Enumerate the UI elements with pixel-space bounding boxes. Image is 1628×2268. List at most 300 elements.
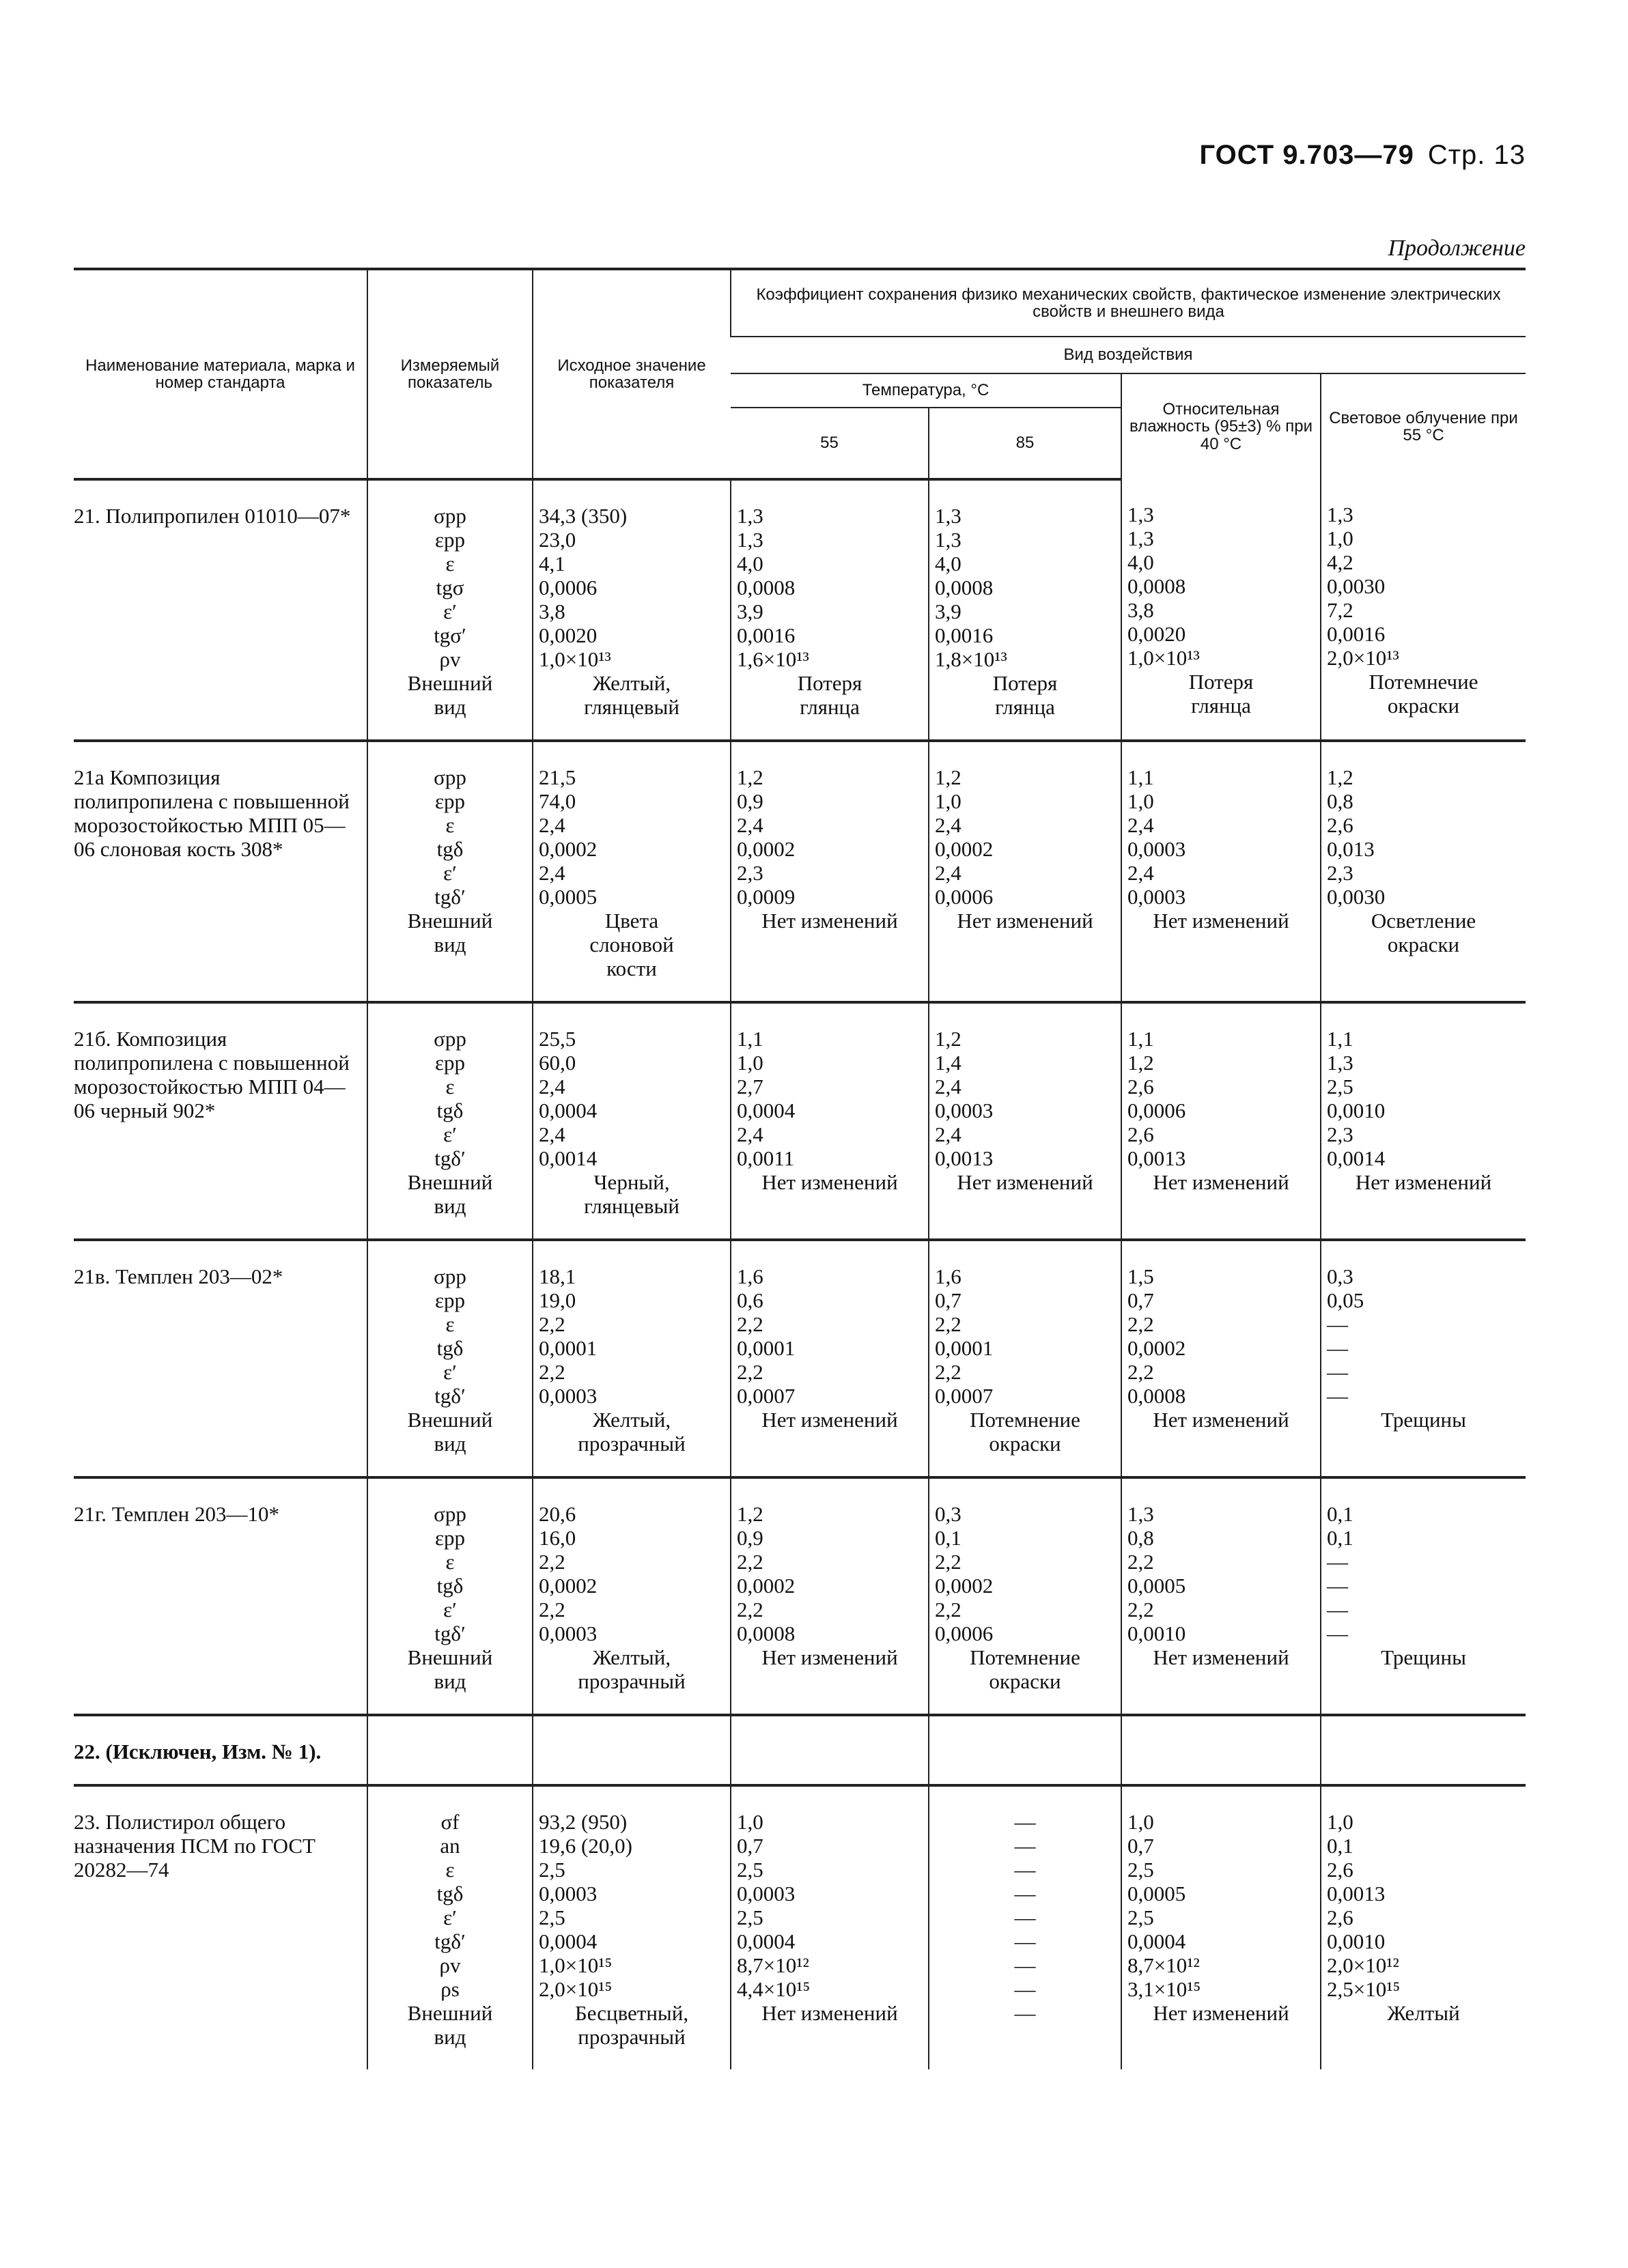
cell-value: Нет изменений (761, 1408, 898, 1432)
cell-value: 1,1 (1127, 1027, 1154, 1051)
cell-value: Нет изменений (1153, 909, 1289, 933)
cell-value: глянца (1191, 694, 1251, 718)
cell-value: 2,2 (737, 1312, 763, 1336)
cell-t85 (929, 1240, 1121, 1477)
cell-value: 1,2 (935, 765, 962, 789)
cell-value: 0,0003 (737, 1882, 796, 1905)
cell-value: 0,7 (1127, 1834, 1154, 1858)
cell-value: 2,4 (539, 813, 565, 837)
cell-value: 2,0×10¹⁵ (539, 1977, 613, 2001)
cell-value: кости (606, 956, 657, 980)
cell-initial (533, 479, 731, 741)
cell-value: 1,0 (1327, 1810, 1353, 1834)
cell-value: 1,0×10¹³ (539, 647, 611, 671)
cell-value: Потемнение (970, 1645, 1080, 1669)
cell-value: 0,0013 (1127, 1146, 1186, 1170)
cell-value: 3,8 (1127, 598, 1154, 622)
cell-value: 0,0011 (737, 1146, 795, 1170)
cell-value: 2,2 (1127, 1360, 1154, 1384)
material-name: 21а Композиция полипропилена с повышенной морозостойкостью МПП 05—06 слоновая кость 308* (74, 765, 350, 861)
cell-value: Нет изменений (1153, 2001, 1289, 2025)
cell-value: 2,7 (737, 1075, 763, 1098)
cell-value: 2,6 (1127, 1122, 1154, 1146)
cell-value: 1,8×10¹³ (935, 647, 1007, 671)
indicator-symbol: ε′ (443, 599, 457, 623)
cell-value: 0,8 (1327, 789, 1353, 813)
cell-value: — (1014, 1834, 1036, 1858)
indicator-symbol: tgδ′ (434, 1384, 466, 1408)
cell-value: 1,0 (935, 789, 962, 813)
cell-value: 0,3 (1327, 1264, 1353, 1288)
cell-value: 0,6 (737, 1288, 763, 1312)
cell-value: — (1327, 1360, 1348, 1384)
table-row (74, 1002, 1526, 1240)
cell-value: 4,2 (1327, 550, 1353, 574)
properties-table (74, 268, 1526, 2069)
cell-value: 0,0020 (539, 623, 598, 647)
cell-value: Нет изменений (957, 1170, 1093, 1194)
cell-value: 2,2 (737, 1598, 763, 1621)
cell-value: Осветление (1371, 909, 1476, 933)
cell-value: 2,4 (1127, 813, 1154, 837)
cell-value: 21,5 (539, 765, 576, 789)
cell-value: 0,0030 (1327, 885, 1386, 909)
cell-value: окраски (1387, 933, 1460, 956)
cell-value: 2,5 (737, 1905, 763, 1929)
material-name: 21в. Темплен 203—02* (74, 1264, 283, 1288)
indicator-symbol: εрр (434, 1526, 466, 1550)
indicator-symbol: Внешний (407, 1645, 493, 1669)
cell-humidity (1121, 1715, 1321, 1785)
cell-value: прозрачный (578, 1669, 686, 1693)
indicator-symbol: ε (445, 1550, 455, 1574)
cell-value: Нет изменений (1153, 1408, 1289, 1432)
cell-value: Нет изменений (1153, 1170, 1289, 1194)
indicator-symbol: εрр (434, 1051, 466, 1075)
table-row (74, 1477, 1526, 1715)
indicator-symbol: ε′ (443, 1905, 457, 1929)
cell-value: 2,6 (1327, 1905, 1353, 1929)
cell-indicators (367, 1477, 533, 1715)
cell-t85 (929, 1002, 1121, 1240)
cell-value: 0,0002 (1127, 1336, 1186, 1360)
cell-value: 0,0002 (737, 837, 796, 861)
cell-value: глянцевый (584, 695, 679, 719)
header-t55: 55 (731, 408, 929, 479)
cell-value: 0,0006 (539, 576, 598, 599)
cell-value: 2,0×10¹² (1327, 1953, 1399, 1977)
cell-value: 19,0 (539, 1288, 576, 1312)
cell-value: Трещины (1381, 1645, 1466, 1669)
cell-value: 0,0002 (539, 837, 598, 861)
cell-value: 0,9 (737, 1526, 763, 1550)
cell-value: 0,0004 (539, 1098, 598, 1122)
indicator-symbol: вид (434, 1432, 466, 1456)
cell-value: 0,0016 (935, 623, 994, 647)
cell-value: 0,0008 (1127, 574, 1186, 598)
cell-value: 0,3 (935, 1502, 962, 1526)
cell-value: 20,6 (539, 1502, 576, 1526)
cell-value: 1,1 (1127, 765, 1154, 789)
cell-value: 60,0 (539, 1051, 576, 1075)
indicator-symbol: σрр (434, 1502, 466, 1526)
cell-value: — (1014, 1953, 1036, 1977)
cell-value: 0,0020 (1127, 622, 1186, 646)
cell-initial (533, 1240, 731, 1477)
cell-value: 0,0004 (1127, 1929, 1186, 1953)
cell-t85 (929, 1477, 1121, 1715)
cell-value: 2,4 (935, 1122, 962, 1146)
cell-value: 0,7 (1127, 1288, 1154, 1312)
indicator-symbol: Внешний (407, 1170, 493, 1194)
cell-value: Желтый, (592, 1645, 671, 1669)
cell-indicators (367, 479, 533, 741)
cell-value: 2,5 (1127, 1905, 1154, 1929)
cell-value: 2,2 (539, 1550, 565, 1574)
cell-indicators (367, 1785, 533, 2069)
cell-value: 0,0006 (935, 1621, 994, 1645)
cell-t55 (731, 1785, 929, 2069)
cell-value: 8,7×10¹² (737, 1953, 809, 1977)
cell-value: 23,0 (539, 528, 576, 552)
cell-value: 2,2 (1127, 1598, 1154, 1621)
cell-indicators (367, 741, 533, 1002)
cell-value: 0,9 (737, 789, 763, 813)
cell-value: 0,0003 (1127, 837, 1186, 861)
cell-value: Бесцветный, (574, 2001, 689, 2025)
indicator-symbol: tgδ′ (434, 1929, 466, 1953)
cell-value: 2,3 (737, 861, 763, 885)
indicator-symbol: tgδ′ (434, 885, 466, 909)
cell-value: 0,0010 (1327, 1929, 1386, 1953)
cell-value: 1,0 (1127, 1810, 1154, 1834)
cell-t55 (731, 1002, 929, 1240)
cell-value: 0,05 (1327, 1288, 1364, 1312)
cell-value: 0,0004 (737, 1098, 796, 1122)
indicator-symbol: ε′ (443, 1122, 457, 1146)
indicator-symbol: вид (434, 1194, 466, 1218)
indicator-symbol: ρs (440, 1977, 460, 2001)
indicator-symbol: σрр (434, 504, 466, 528)
cell-value: 2,4 (539, 1075, 565, 1098)
cell-value: 0,0009 (737, 885, 796, 909)
cell-value: 0,0002 (935, 837, 994, 861)
indicator-symbol: σрр (434, 1027, 466, 1051)
cell-value: — (1014, 1977, 1036, 2001)
indicator-symbol: σf (440, 1810, 460, 1834)
cell-value: окраски (989, 1669, 1061, 1693)
cell-value: 1,4 (935, 1051, 962, 1075)
indicator-symbol: tgδ′ (434, 1146, 466, 1170)
cell-value: 1,0×10¹³ (1127, 646, 1200, 670)
cell-value: 1,6 (935, 1264, 962, 1288)
cell-value: 1,0 (737, 1810, 763, 1834)
cell-value: глянца (800, 695, 860, 719)
cell-value: 1,3 (1327, 502, 1353, 526)
cell-value: 0,0002 (935, 1574, 994, 1598)
cell-light (1321, 1240, 1526, 1477)
cell-value: 2,4 (737, 813, 763, 837)
cell-value: 0,0016 (737, 623, 796, 647)
cell-value: 0,0001 (539, 1336, 598, 1360)
cell-value: 2,2 (539, 1360, 565, 1384)
cell-light (1321, 741, 1526, 1002)
header-material: Наименование материала, марка и номер стандарта (74, 269, 367, 479)
indicator-symbol: σрр (434, 1264, 466, 1288)
cell-t85 (929, 741, 1121, 1002)
cell-value: 1,0 (737, 1051, 763, 1075)
cell-value: 8,7×10¹² (1127, 1953, 1200, 1977)
cell-value: 0,0002 (737, 1574, 796, 1598)
header-temperature: Температура, °С (731, 373, 1121, 408)
cell-value: 2,5 (737, 1858, 763, 1882)
indicator-symbol: ε′ (443, 1360, 457, 1384)
cell-value: — (1327, 1550, 1348, 1574)
cell-value: 2,2 (1127, 1312, 1154, 1336)
cell-humidity (1121, 1002, 1321, 1240)
cell-humidity (1121, 1785, 1321, 2069)
indicator-symbol: ε (445, 1858, 455, 1882)
cell-t55 (731, 479, 929, 741)
cell-humidity (1121, 741, 1321, 1002)
cell-value: 1,3 (737, 504, 763, 528)
cell-value: 4,0 (935, 552, 962, 576)
cell-value: 1,3 (1327, 1051, 1353, 1075)
cell-value: 2,2 (737, 1550, 763, 1574)
indicator-symbol: ρv (439, 1953, 461, 1977)
cell-value: Потеря (1188, 670, 1254, 694)
cell-value: 1,2 (935, 1027, 962, 1051)
cell-value: 0,8 (1127, 1526, 1154, 1550)
cell-value: 0,0003 (539, 1384, 598, 1408)
cell-value: 0,0003 (539, 1621, 598, 1645)
cell-value: 0,0014 (1327, 1146, 1386, 1170)
cell-value: 0,0006 (1127, 1098, 1186, 1122)
cell-value: 19,6 (20,0) (539, 1834, 632, 1858)
cell-indicators (367, 1240, 533, 1477)
cell-value: 2,5 (539, 1858, 565, 1882)
cell-value: — (1327, 1384, 1348, 1408)
cell-value: 2,2 (935, 1550, 962, 1574)
cell-value: глянцевый (584, 1194, 679, 1218)
table-row (74, 741, 1526, 1002)
cell-value: 0,0007 (935, 1384, 994, 1408)
cell-value: 0,0001 (935, 1336, 994, 1360)
cell-t85 (929, 1785, 1121, 2069)
cell-t55 (731, 741, 929, 1002)
cell-value: 2,2 (935, 1360, 962, 1384)
cell-value: — (1327, 1598, 1348, 1621)
cell-value: 0,1 (935, 1526, 962, 1550)
indicator-symbol: вид (434, 2025, 466, 2049)
cell-value: 0,0008 (737, 576, 796, 599)
table-row (74, 1240, 1526, 1477)
cell-value: 0,0005 (1127, 1882, 1186, 1905)
cell-value: 1,3 (737, 528, 763, 552)
cell-value: Черный, (593, 1170, 670, 1194)
header-humidity: Относительная влажность (95±3) % при 40 °С (1121, 373, 1321, 479)
cell-value: 0,0001 (737, 1336, 796, 1360)
cell-value: Нет изменений (761, 1645, 898, 1669)
cell-value: 3,9 (737, 599, 763, 623)
cell-value: 1,3 (935, 528, 962, 552)
indicator-symbol: tgσ (436, 576, 464, 599)
cell-value: 1,3 (1127, 502, 1154, 526)
cell-value: — (1014, 1882, 1036, 1905)
cell-value: 25,5 (539, 1027, 576, 1051)
cell-value: 0,0030 (1327, 574, 1386, 598)
cell-value: 0,1 (1327, 1526, 1353, 1550)
indicator-symbol: ρv (439, 647, 461, 671)
cell-value: 1,6×10¹³ (737, 647, 809, 671)
cell-value: Нет изменений (1355, 1170, 1492, 1194)
cell-value: 2,2 (539, 1312, 565, 1336)
cell-value: 0,0013 (935, 1146, 994, 1170)
cell-value: 1,0 (1127, 789, 1154, 813)
indicator-symbol: tgδ (436, 1098, 464, 1122)
cell-value: 1,6 (737, 1264, 763, 1288)
header-t85: 85 (929, 408, 1121, 479)
indicator-symbol: ε (445, 552, 455, 576)
cell-value: глянца (995, 695, 1055, 719)
cell-value: 74,0 (539, 789, 576, 813)
cell-value: окраски (989, 1432, 1061, 1456)
cell-value: 0,1 (1327, 1502, 1353, 1526)
indicator-symbol: ε (445, 1075, 455, 1098)
cell-value: 0,0010 (1327, 1098, 1386, 1122)
cell-value: 2,4 (935, 813, 962, 837)
cell-value: 4,0 (1127, 550, 1154, 574)
cell-value: 0,0005 (539, 885, 598, 909)
page-header (1200, 140, 1526, 171)
indicator-symbol: ε′ (443, 861, 457, 885)
cell-value: Цвета (604, 909, 659, 933)
header-indicator: Измеряемый показатель (367, 269, 533, 479)
cell-value: 0,0008 (737, 1621, 796, 1645)
indicator-symbol: Внешний (407, 1408, 493, 1432)
cell-value: Нет изменений (761, 909, 898, 933)
indicator-symbol: εрр (434, 1288, 466, 1312)
cell-value: 34,3 (350) (539, 504, 628, 528)
table-row (74, 479, 1526, 741)
cell-initial (533, 1785, 731, 2069)
cell-value: — (1014, 1810, 1036, 1834)
cell-value: 7,2 (1327, 598, 1353, 622)
cell-value: — (1014, 1929, 1036, 1953)
cell-value: 2,4 (1127, 861, 1154, 885)
cell-value: — (1327, 1312, 1348, 1336)
cell-initial (533, 741, 731, 1002)
indicator-symbol: Внешний (407, 671, 493, 695)
cell-value: 18,1 (539, 1264, 576, 1288)
cell-value: 2,5×10¹⁵ (1327, 1977, 1401, 2001)
header-impact: Вид воздействия (731, 337, 1526, 373)
indicator-symbol: tgσ′ (434, 623, 466, 647)
cell-value: 1,2 (737, 765, 763, 789)
cell-value: 1,0 (1327, 526, 1353, 550)
cell-light (1321, 1002, 1526, 1240)
header-initial: Исходное значение показателя (533, 269, 731, 479)
indicator-symbol: εрр (434, 789, 466, 813)
cell-value: 0,013 (1327, 837, 1375, 861)
cell-value: 2,3 (1327, 861, 1353, 885)
cell-value: 2,4 (539, 861, 565, 885)
cell-value: Потеря (992, 671, 1058, 695)
indicator-symbol: вид (434, 1669, 466, 1693)
indicator-symbol: ε (445, 813, 455, 837)
cell-initial (533, 1002, 731, 1240)
indicator-symbol: tgδ (436, 1574, 464, 1598)
cell-value: 0,0004 (539, 1929, 598, 1953)
cell-value: 2,5 (1327, 1075, 1353, 1098)
cell-value: 93,2 (950) (539, 1810, 628, 1834)
cell-value: 2,0×10¹³ (1327, 646, 1399, 670)
cell-value: 0,0004 (737, 1929, 796, 1953)
cell-initial (533, 1715, 731, 1785)
cell-value: 0,0005 (1127, 1574, 1186, 1598)
indicator-symbol: σрр (434, 765, 466, 789)
cell-value: Нет изменений (761, 1170, 898, 1194)
cell-value: 2,2 (1127, 1550, 1154, 1574)
cell-value: 0,0014 (539, 1146, 598, 1170)
cell-value: 2,4 (737, 1122, 763, 1146)
cell-value: 2,6 (1127, 1075, 1154, 1098)
cell-value: 2,2 (935, 1312, 962, 1336)
cell-value: 1,3 (1127, 1502, 1154, 1526)
cell-t55 (731, 1715, 929, 1785)
cell-value: 1,1 (1327, 1027, 1353, 1051)
cell-value: 0,7 (737, 1834, 763, 1858)
cell-value: Нет изменений (957, 909, 1093, 933)
continuation-note: Продолжение (1388, 236, 1526, 261)
cell-value: 0,0013 (1327, 1882, 1386, 1905)
cell-value: 2,6 (1327, 1858, 1353, 1882)
indicator-symbol: tgδ′ (434, 1621, 466, 1645)
indicator-symbol: an (440, 1834, 460, 1858)
cell-value: 0,7 (935, 1288, 962, 1312)
cell-value: 2,2 (737, 1360, 763, 1384)
cell-value: 2,4 (935, 861, 962, 885)
cell-humidity (1121, 1240, 1321, 1477)
cell-value: — (1014, 1858, 1036, 1882)
indicator-symbol: tgδ (436, 1336, 464, 1360)
cell-value: 2,4 (935, 1075, 962, 1098)
cell-value: — (1327, 1336, 1348, 1360)
cell-value: 2,3 (1327, 1122, 1353, 1146)
material-name: 21. Полипропилен 01010—07* (74, 504, 351, 528)
indicator-symbol: вид (434, 695, 466, 719)
cell-value: — (1327, 1574, 1348, 1598)
cell-value: 2,4 (539, 1122, 565, 1146)
cell-value: 2,2 (935, 1598, 962, 1621)
indicator-symbol: Внешний (407, 2001, 493, 2025)
indicator-symbol: вид (434, 933, 466, 956)
cell-value: 2,5 (1127, 1858, 1154, 1882)
indicator-symbol: tgδ (436, 837, 464, 861)
cell-value: 2,5 (539, 1905, 565, 1929)
table-body (74, 479, 1526, 2069)
cell-value: 1,0×10¹⁵ (539, 1953, 613, 1977)
cell-value: прозрачный (578, 1432, 686, 1456)
cell-value: 4,1 (539, 552, 565, 576)
cell-value: слоновой (589, 933, 674, 956)
table-row (74, 1715, 1526, 1785)
cell-value: 16,0 (539, 1526, 576, 1550)
cell-t55 (731, 1477, 929, 1715)
material-name: 23. Полистирол общего назначения ПСМ по ГОСТ 20282—74 (74, 1810, 315, 1882)
cell-value: — (1014, 1905, 1036, 1929)
cell-value: прозрачный (578, 2025, 686, 2049)
